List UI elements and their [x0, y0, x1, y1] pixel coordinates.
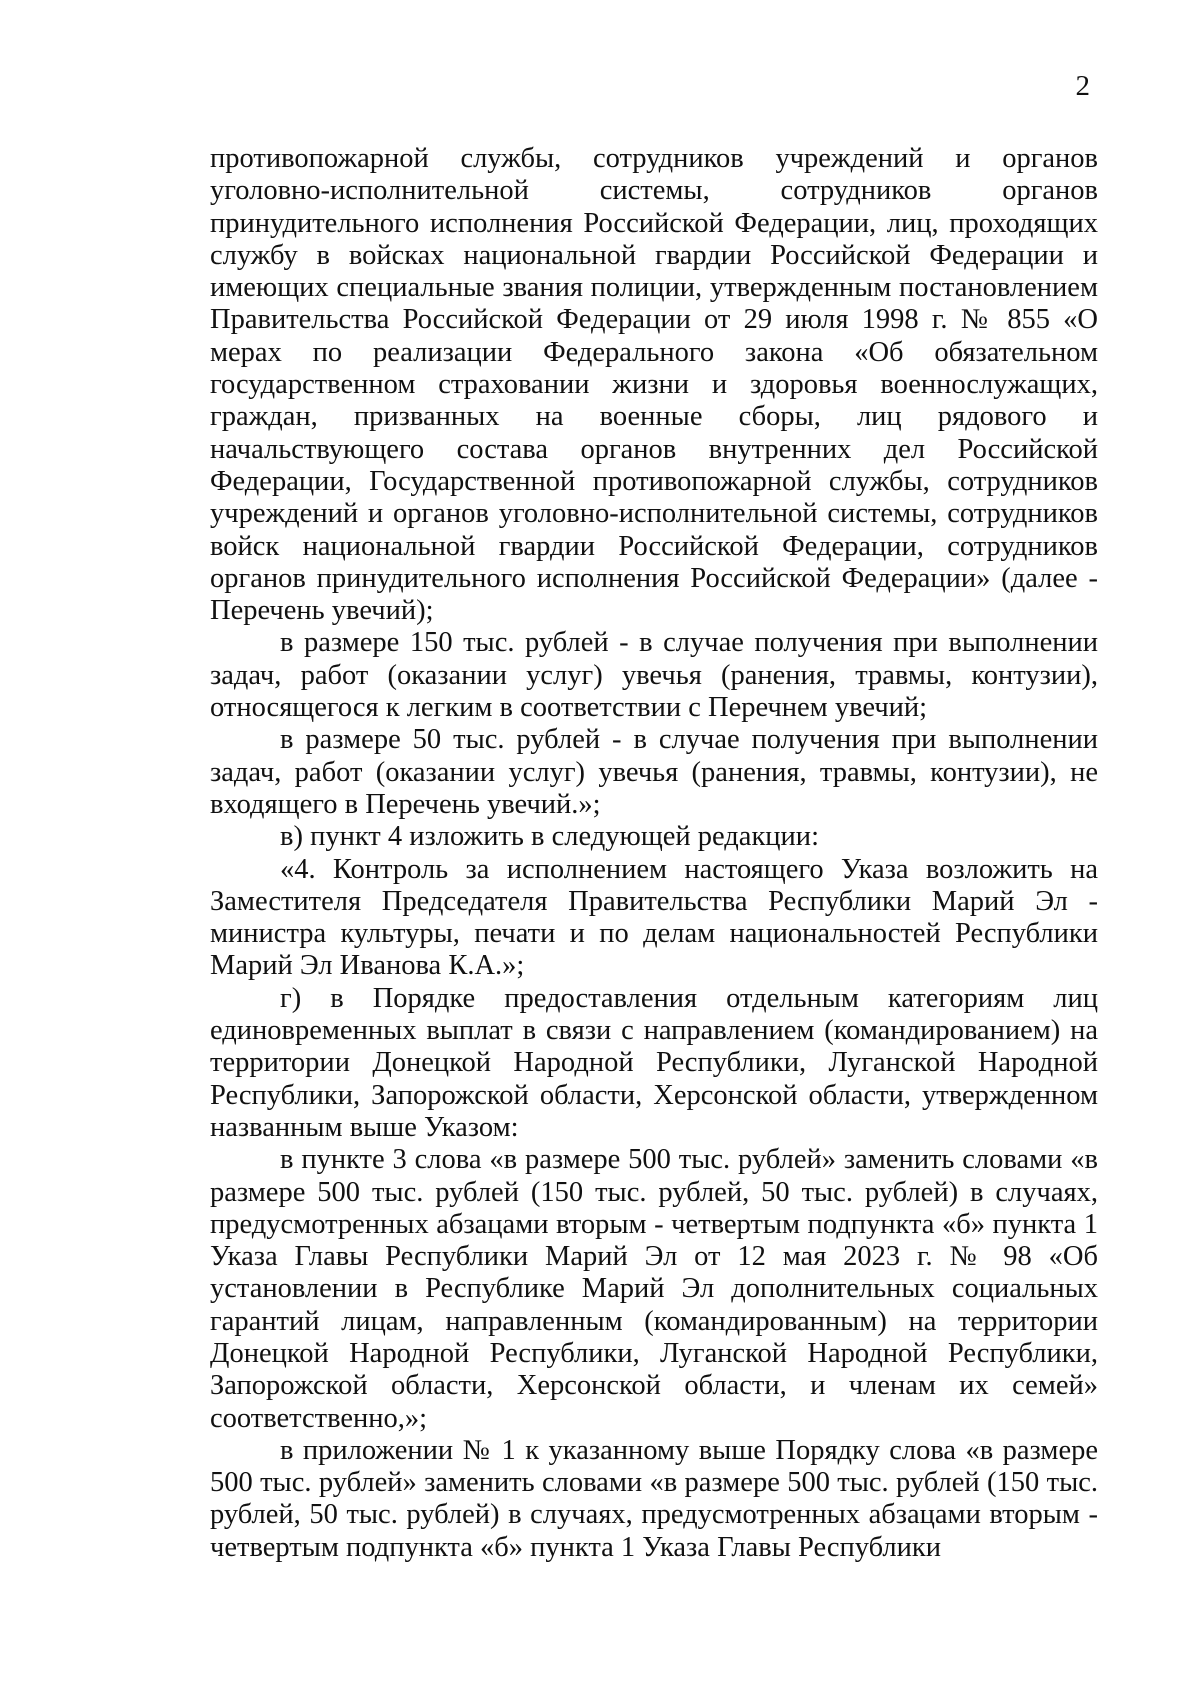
paragraph-7: в пункте 3 слова «в размере 500 тыс. рублей» заменить словами «в размере 500 тыс. рублей (150 тыс. рублей, 50 тыс. рублей) в случаях, предусмотренных абзацами вторым - четвертым подпункта «б» пункта 1 Указа Главы Республики Марий Эл от 12 мая 2023 г. № 98 «Об установлении в Республике Марий Эл дополнительных социальных гарантий лицам, направленным (командированным) на территории Донецкой Народной Республики, Луганской Народной Республики, Запорожской области, Херсонской области, и членам их семей» соответственно,»; — [210, 1144, 1098, 1434]
paragraph-4: в) пункт 4 изложить в следующей редакции: — [280, 821, 819, 853]
document-body — [210, 143, 1098, 1564]
paragraph-8: в приложении № 1 к указанному выше Порядку слова «в размере 500 тыс. рублей» заменить словами «в размере 500 тыс. рублей (150 тыс. рублей, 50 тыс. рублей) в случаях, предусмотренных абзацами вторым - четвертым подпункта «б» пункта 1 Указа Главы Республики — [210, 1434, 1098, 1563]
paragraph-2: в размере 150 тыс. рублей - в случае получения при выполнении задач, работ (оказании услуг) увечья (ранения, травмы, контузии), относящегося к легким в соответствии с Перечнем увечий; — [210, 627, 1098, 724]
paragraph-6: г) в Порядке предоставления отдельным категориям лиц единовременных выплат в связи с направлением (командированием) на территории Донецкой Народной Республики, Луганской Народной Республики, Запорожской области, Херсонской области, утвержденном названным выше Указом: — [210, 982, 1098, 1143]
paragraph-3: в размере 50 тыс. рублей - в случае получения при выполнении задач, работ (оказании услуг) увечья (ранения, травмы, контузии), не входящего в Перечень увечий.»; — [210, 724, 1098, 820]
paragraph-1: противопожарной службы, сотрудников учреждений и органов уголовно-исполнительной системы, сотрудников органов принудительного исполнения Российской Федерации, лиц, проходящих службу в войсках национальной гвардии Российской Федерации и имеющих специальные звания полиции, утвержденным постановлением Правительства Российской Федерации от 29 июля 1998 г. № 855 «О мерах по реализации Федерального закона «Об обязательном государственном страховании жизни и здоровья военнослужащих, граждан, призванных на военные сборы, лиц рядового и начальствующего состава органов внутренних дел Российской Федерации, Государственной противопожарной службы, сотрудников учреждений и органов уголовно-исполнительной системы, сотрудников войск национальной гвардии Российской Федерации, сотрудников органов принудительного исполнения Российской Федерации» (далее - Перечень увечий); — [210, 143, 1098, 627]
paragraph-5: «4. Контроль за исполнением настоящего Указа возложить на Заместителя Председателя Правительства Республики Марий Эл - министра культуры, печати и по делам национальностей Республики Марий Эл Иванова К.А.»; — [210, 853, 1098, 982]
page-number: 2 — [1075, 70, 1090, 102]
